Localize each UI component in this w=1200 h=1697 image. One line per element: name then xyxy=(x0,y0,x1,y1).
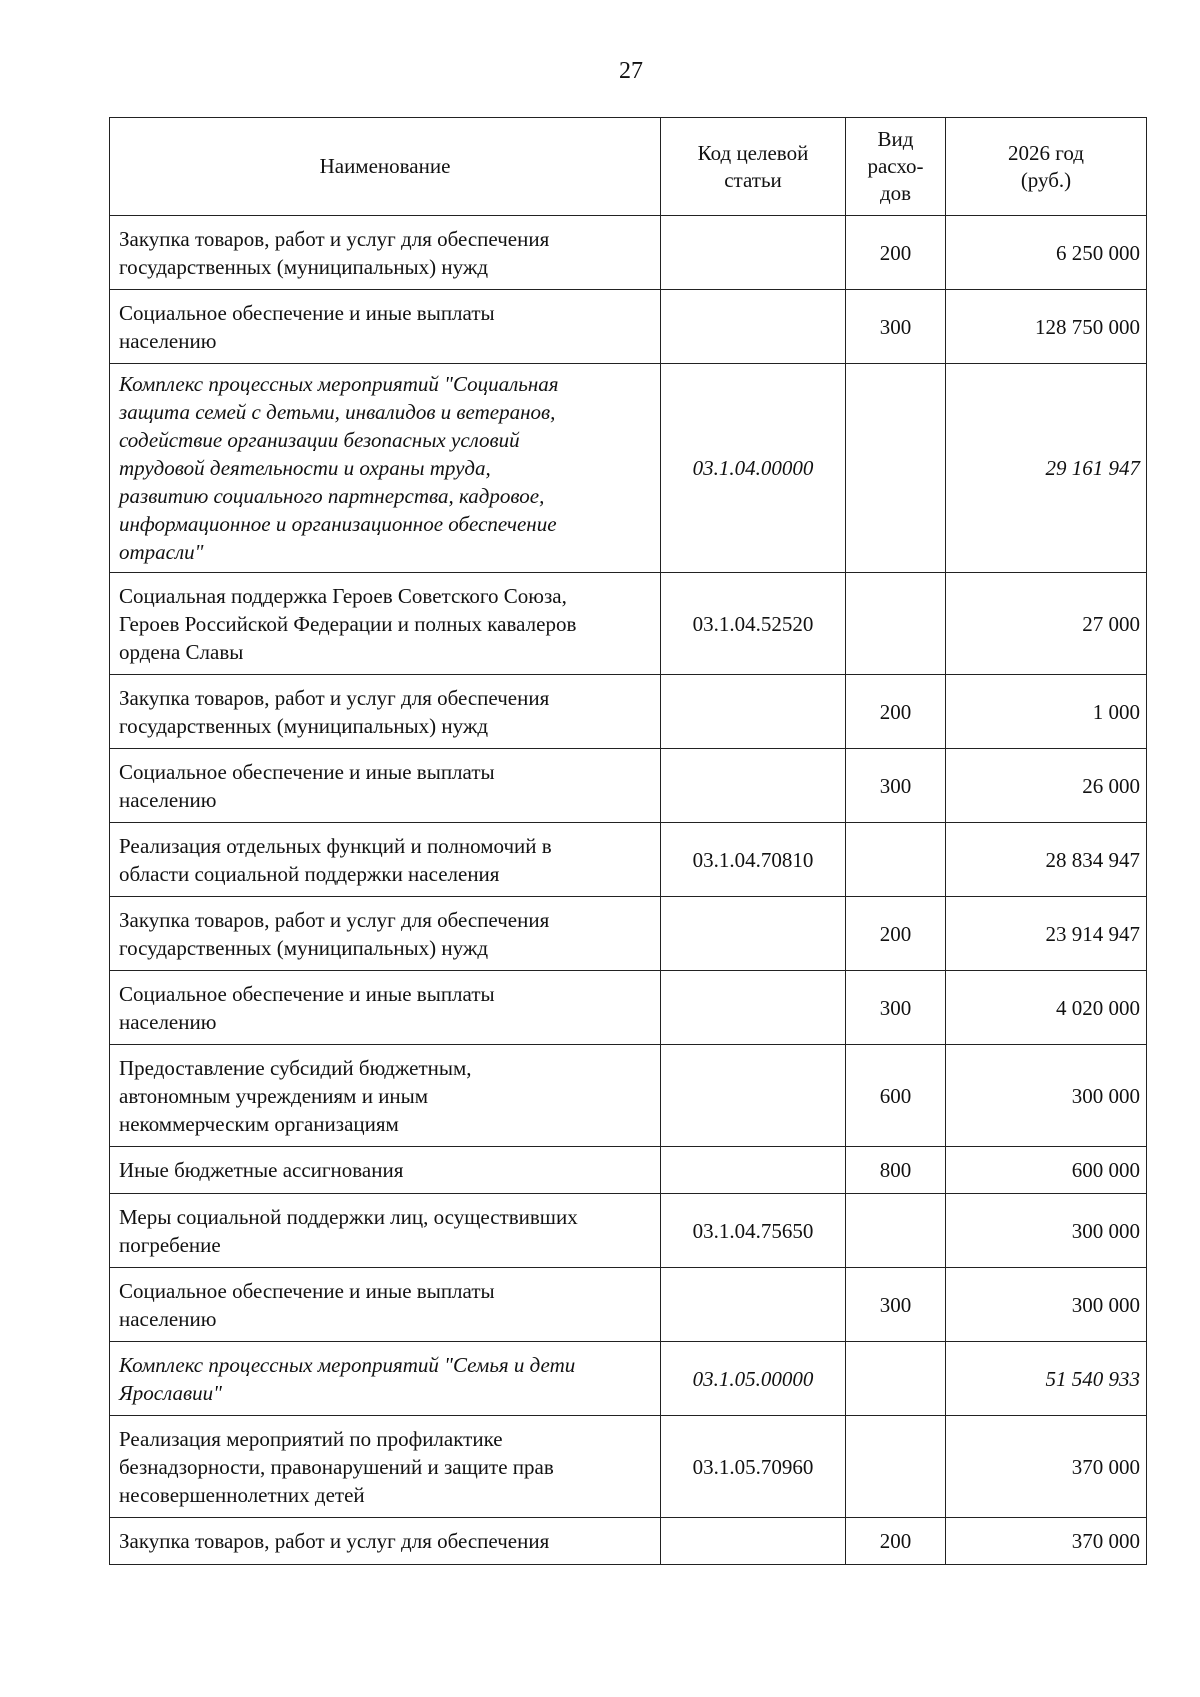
cell-type: 200 xyxy=(846,1518,946,1565)
cell-code xyxy=(661,1045,846,1147)
cell-code: 03.1.04.75650 xyxy=(661,1194,846,1268)
cell-name: Реализация мероприятий по профилактике безнадзорности, правонарушений и защите прав несовершеннолетних детей xyxy=(110,1416,661,1518)
cell-amount: 128 750 000 xyxy=(946,290,1147,364)
cell-amount: 370 000 xyxy=(946,1416,1147,1518)
table-row xyxy=(110,1268,1147,1342)
cell-amount: 23 914 947 xyxy=(946,897,1147,971)
cell-name: Социальное обеспечение и иные выплаты населению xyxy=(110,290,661,364)
cell-name: Комплекс процессных мероприятий "Социальная защита семей с детьми, инвалидов и ветеранов, содействие организации безопасных условий трудовой деятельности и охраны труда, развитию социального партнерства, кадровое, информационное и организационное обеспечение отрасли" xyxy=(110,364,661,573)
cell-type xyxy=(846,573,946,675)
cell-code xyxy=(661,897,846,971)
cell-amount: 27 000 xyxy=(946,573,1147,675)
cell-amount: 300 000 xyxy=(946,1268,1147,1342)
cell-type: 200 xyxy=(846,897,946,971)
table-row xyxy=(110,971,1147,1045)
page-number: 27 xyxy=(619,58,643,84)
table-row xyxy=(110,1342,1147,1416)
cell-code: 03.1.05.70960 xyxy=(661,1416,846,1518)
cell-name: Иные бюджетные ассигнования xyxy=(110,1147,661,1194)
cell-type: 200 xyxy=(846,675,946,749)
table-row xyxy=(110,1416,1147,1518)
cell-name: Меры социальной поддержки лиц, осуществивших погребение xyxy=(110,1194,661,1268)
table-row xyxy=(110,290,1147,364)
cell-code xyxy=(661,971,846,1045)
header-type: Вид расхо- дов xyxy=(846,118,946,216)
cell-type xyxy=(846,1194,946,1268)
cell-name: Социальное обеспечение и иные выплаты населению xyxy=(110,971,661,1045)
cell-name: Закупка товаров, работ и услуг для обеспечения государственных (муниципальных) нужд xyxy=(110,675,661,749)
cell-type xyxy=(846,364,946,573)
cell-code xyxy=(661,290,846,364)
cell-type xyxy=(846,1416,946,1518)
cell-name: Предоставление субсидий бюджетным, автономным учреждениям и иным некоммерческим организациям xyxy=(110,1045,661,1147)
cell-type: 200 xyxy=(846,216,946,290)
cell-amount: 6 250 000 xyxy=(946,216,1147,290)
cell-type: 300 xyxy=(846,290,946,364)
header-amount: 2026 год (руб.) xyxy=(946,118,1147,216)
cell-code xyxy=(661,1518,846,1565)
table-row xyxy=(110,1147,1147,1194)
cell-name: Закупка товаров, работ и услуг для обеспечения государственных (муниципальных) нужд xyxy=(110,216,661,290)
cell-amount: 29 161 947 xyxy=(946,364,1147,573)
table-body xyxy=(110,216,1147,1565)
table-row xyxy=(110,216,1147,290)
table-row xyxy=(110,1194,1147,1268)
cell-name: Социальное обеспечение и иные выплаты населению xyxy=(110,749,661,823)
cell-name: Закупка товаров, работ и услуг для обеспечения государственных (муниципальных) нужд xyxy=(110,897,661,971)
cell-amount: 300 000 xyxy=(946,1194,1147,1268)
table-row xyxy=(110,749,1147,823)
cell-code xyxy=(661,216,846,290)
cell-code: 03.1.04.70810 xyxy=(661,823,846,897)
table-row xyxy=(110,823,1147,897)
cell-type: 300 xyxy=(846,971,946,1045)
header-code: Код целевой статьи xyxy=(661,118,846,216)
cell-code: 03.1.04.00000 xyxy=(661,364,846,573)
table-row xyxy=(110,364,1147,573)
table-row xyxy=(110,573,1147,675)
table-header-row xyxy=(110,118,1147,216)
cell-code xyxy=(661,1147,846,1194)
cell-code xyxy=(661,749,846,823)
cell-name: Реализация отдельных функций и полномочий в области социальной поддержки населения xyxy=(110,823,661,897)
cell-amount: 600 000 xyxy=(946,1147,1147,1194)
cell-name: Социальная поддержка Героев Советского Союза, Героев Российской Федерации и полных кавалеров ордена Славы xyxy=(110,573,661,675)
cell-name: Социальное обеспечение и иные выплаты населению xyxy=(110,1268,661,1342)
cell-type: 600 xyxy=(846,1045,946,1147)
cell-type xyxy=(846,823,946,897)
table-row xyxy=(110,1518,1147,1565)
cell-type: 300 xyxy=(846,749,946,823)
cell-type xyxy=(846,1342,946,1416)
table-row xyxy=(110,897,1147,971)
cell-name: Комплекс процессных мероприятий "Семья и дети Ярославии" xyxy=(110,1342,661,1416)
cell-type: 800 xyxy=(846,1147,946,1194)
cell-amount: 300 000 xyxy=(946,1045,1147,1147)
cell-name: Закупка товаров, работ и услуг для обеспечения xyxy=(110,1518,661,1565)
cell-code: 03.1.04.52520 xyxy=(661,573,846,675)
cell-amount: 1 000 xyxy=(946,675,1147,749)
budget-table xyxy=(109,117,1147,1565)
table-row xyxy=(110,1045,1147,1147)
cell-code xyxy=(661,1268,846,1342)
cell-type: 300 xyxy=(846,1268,946,1342)
cell-amount: 370 000 xyxy=(946,1518,1147,1565)
cell-amount: 4 020 000 xyxy=(946,971,1147,1045)
cell-amount: 51 540 933 xyxy=(946,1342,1147,1416)
cell-code xyxy=(661,675,846,749)
cell-amount: 28 834 947 xyxy=(946,823,1147,897)
cell-code: 03.1.05.00000 xyxy=(661,1342,846,1416)
header-name: Наименование xyxy=(110,118,661,216)
cell-amount: 26 000 xyxy=(946,749,1147,823)
table-row xyxy=(110,675,1147,749)
